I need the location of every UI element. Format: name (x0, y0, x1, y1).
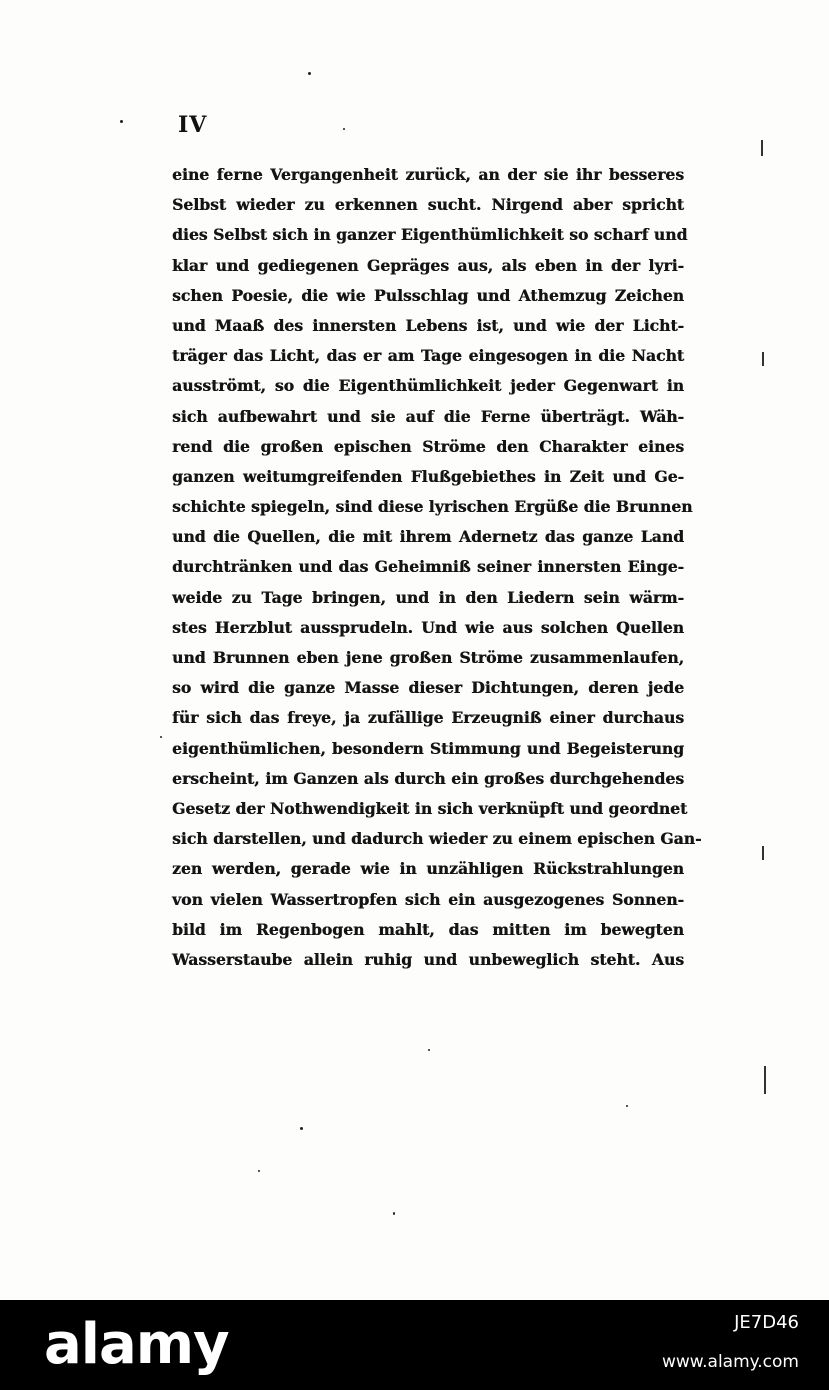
text-line: stes Herzblut aussprudeln. Und wie aus solchen Quellen (172, 617, 684, 637)
text-line: klar und gediegenen Gepräges aus, als eben in der lyri- (172, 255, 684, 275)
text-line: und Brunnen eben jene großen Ströme zusammenlaufen, (172, 648, 684, 667)
text-line: von vielen Wassertropfen sich ein ausgezogenes Sonnen- (172, 889, 684, 909)
text-line: weide zu Tage bringen, und in den Liedern sein wärm- (172, 587, 684, 607)
site-url: www.alamy.com (661, 1352, 799, 1372)
scan-speck (308, 72, 311, 75)
scan-speck (343, 128, 345, 130)
text-line: ganzen weitumgreifenden Flußgebiethes in Zeit und Ge- (172, 466, 684, 486)
text-line: schen Poesie, die wie Pulsschlag und Athemzug Zeichen (172, 285, 684, 305)
text-line: und Maaß des innersten Lebens ist, und wie der Licht- (172, 315, 684, 335)
text-line: und die Quellen, die mit ihrem Adernetz das ganze Land (172, 527, 684, 547)
text-line: sich aufbewahrt und sie auf die Ferne überträgt. Wäh- (172, 406, 684, 426)
margin-mark (764, 1066, 766, 1094)
margin-mark (761, 140, 763, 156)
scan-speck (258, 1170, 260, 1172)
scan-speck (120, 120, 123, 123)
text-line: Gesetz der Nothwendigkeit in sich verknüpft und geordnet (172, 798, 688, 818)
text-line: durchtränken und das Geheimniß seiner innersten Einge- (172, 557, 684, 577)
scan-speck (393, 1212, 395, 1215)
text-line: träger das Licht, das er am Tage eingesogen in die Nacht (172, 346, 684, 366)
image-id: JE7D46 (734, 1312, 799, 1333)
watermark-footer (0, 1300, 829, 1390)
scan-speck (428, 1049, 430, 1051)
text-line: rend die großen epischen Ströme den Charakter eines (172, 436, 684, 456)
text-line: zen werden, gerade wie in unzähligen Rückstrahlungen (172, 859, 684, 879)
brand-logo: alamy (44, 1312, 229, 1377)
text-line: Selbst wieder zu erkennen sucht. Nirgend aber spricht (172, 195, 684, 215)
scan-speck (300, 1127, 303, 1130)
text-line: schichte spiegeln, sind diese lyrischen Ergüße die Brunnen (172, 497, 693, 517)
text-line: für sich das freye, ja zufällige Erzeugniß einer durchaus (172, 708, 684, 728)
margin-mark (762, 846, 764, 860)
text-line: ausströmt, so die Eigenthümlichkeit jeder Gegenwart in (172, 376, 684, 396)
text-line: so wird die ganze Masse dieser Dichtungen, deren jede (172, 678, 684, 698)
page-number: IV (178, 112, 208, 138)
scan-speck (626, 1105, 628, 1107)
text-line: eigenthümlichen, besondern Stimmung und Begeisterung (172, 738, 684, 758)
text-line: bild im Regenbogen mahlt, das mitten im bewegten (172, 919, 684, 939)
text-line: eine ferne Vergangenheit zurück, an der sie ihr besseres (172, 165, 684, 184)
text-line: dies Selbst sich in ganzer Eigenthümlichkeit so scharf und (172, 225, 688, 245)
text-line: Wasserstaube allein ruhig und unbeweglich steht. Aus (172, 949, 684, 969)
text-line: sich darstellen, und dadurch wieder zu einem epischen Gan- (172, 829, 702, 849)
margin-mark (762, 352, 764, 366)
text-line: erscheint, im Ganzen als durch ein großes durchgehendes (172, 768, 684, 788)
body-text (172, 160, 702, 975)
scan-speck (160, 736, 162, 738)
